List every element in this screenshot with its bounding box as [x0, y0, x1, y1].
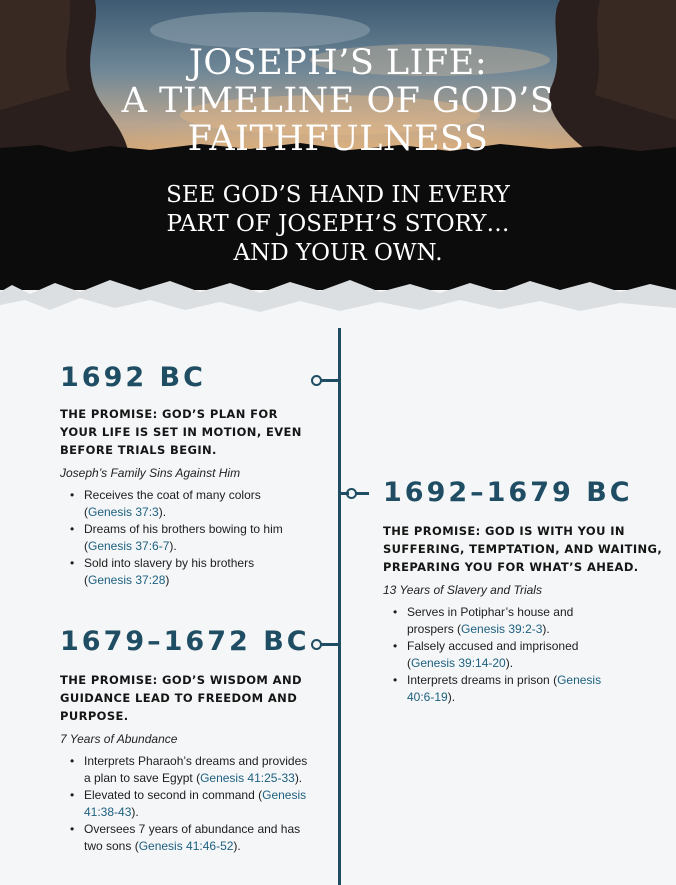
entry-year: 1679–1672 BC	[60, 626, 310, 657]
scripture-link[interactable]: Genesis 37:28	[88, 573, 166, 587]
entry-subhead: Joseph’s Family Sins Against Him	[60, 466, 241, 480]
subtitle-line: PART OF JOSEPH’S STORY…	[166, 211, 510, 237]
timeline-spine	[338, 328, 341, 885]
entry-item-list	[383, 604, 663, 706]
scripture-link[interactable]: Genesis 41:46-52	[138, 839, 234, 853]
scripture-link[interactable]: 40:6-19	[407, 690, 448, 704]
entry-promise	[60, 405, 330, 459]
entry-year: 1692–1679 BC	[383, 477, 633, 508]
title-line: FAITHFULNESS	[187, 119, 489, 159]
scripture-link[interactable]: Genesis	[557, 673, 602, 687]
title-line: JOSEPH’S LIFE:	[188, 43, 488, 83]
promise-line: BEFORE TRIALS BEGIN.	[60, 443, 217, 457]
promise-line: SUFFERING, TEMPTATION, AND WAITING,	[383, 542, 663, 556]
entry-year: 1692 BC	[60, 362, 206, 393]
promise-line: PURPOSE.	[60, 709, 129, 723]
list-item: • Elevated to second in command (Genesis 41:38-43).	[70, 788, 307, 819]
scripture-link[interactable]: Genesis	[262, 788, 307, 802]
entry-promise	[60, 671, 335, 725]
scripture-link[interactable]: Genesis 37:3	[88, 505, 159, 519]
list-item: • Dreams of his brothers bowing to him (Genesis 37:6-7).	[70, 522, 283, 553]
timeline-connector-2	[339, 492, 349, 495]
list-item: • Interprets dreams in prison (Genesis 40:6-19).	[393, 673, 602, 704]
timeline-entry-1679-1672	[60, 627, 335, 855]
hero-banner	[0, 0, 676, 360]
list-item: • Sold into slavery by his brothers (Genesis 37:28)	[70, 556, 255, 587]
scripture-link[interactable]: Genesis 39:14-20	[411, 656, 506, 670]
promise-line: THE PROMISE: GOD’S PLAN FOR	[60, 407, 278, 421]
list-item: • Falsely accused and imprisoned (Genesis 39:14-20).	[393, 639, 579, 670]
timeline-entry-1692	[60, 363, 330, 589]
scripture-link[interactable]: Genesis 39:2-3	[461, 622, 543, 636]
scripture-link[interactable]: 41:38-43	[84, 805, 132, 819]
list-item: • Serves in Potiphar’s house and prospers (Genesis 39:2-3).	[393, 605, 574, 636]
title-line: A TIMELINE OF GOD’S	[121, 81, 555, 121]
page-title	[0, 44, 676, 158]
subtitle-line: SEE GOD’S HAND IN EVERY	[166, 182, 510, 208]
scripture-link[interactable]: Genesis 41:25-33	[200, 771, 295, 785]
page-subtitle	[0, 181, 676, 268]
promise-line: THE PROMISE: GOD IS WITH YOU IN	[383, 524, 625, 538]
list-item: • Interprets Pharaoh’s dreams and provides a plan to save Egypt (Genesis 41:25-33).	[70, 754, 308, 785]
promise-line: THE PROMISE: GOD’S WISDOM AND	[60, 673, 302, 687]
timeline-connector-2b	[355, 492, 369, 495]
timeline-entry-1692-1679	[383, 478, 663, 706]
entry-item-list	[60, 753, 335, 855]
entry-subhead: 7 Years of Abundance	[60, 732, 178, 746]
promise-line: YOUR LIFE IS SET IN MOTION, EVEN	[60, 425, 302, 439]
promise-line: PREPARING YOU FOR WHAT’S AHEAD.	[383, 560, 639, 574]
subtitle-line: AND YOUR OWN.	[233, 240, 443, 266]
promise-line: GUIDANCE LEAD TO FREEDOM AND	[60, 691, 298, 705]
entry-promise	[383, 522, 663, 576]
entry-item-list	[60, 487, 330, 589]
scripture-link[interactable]: Genesis 37:6-7	[88, 539, 170, 553]
list-item: • Receives the coat of many colors (Genesis 37:3).	[70, 488, 261, 519]
entry-subhead: 13 Years of Slavery and Trials	[383, 583, 542, 597]
list-item: • Oversees 7 years of abundance and has two sons (Genesis 41:46-52).	[70, 822, 301, 853]
